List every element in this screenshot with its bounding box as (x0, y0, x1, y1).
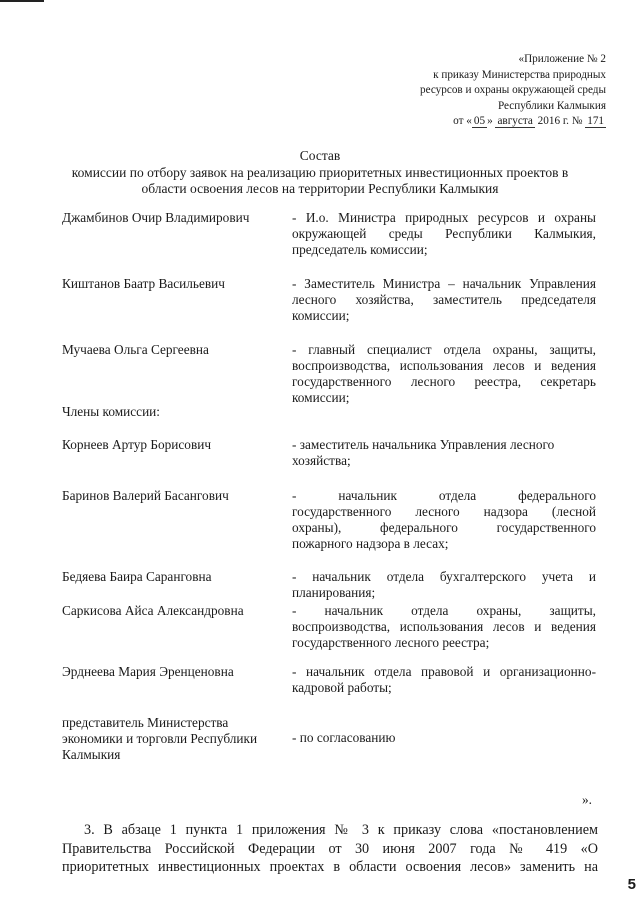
member-role: - начальник отдела бухгалтерского учета и планирования; (292, 569, 596, 600)
annex-line: «Приложение № 2 (518, 53, 606, 65)
closing-quote: ». (582, 792, 592, 807)
annex-month: августа (497, 115, 533, 127)
heading-line: комиссии по отбору заявок на реализацию приоритетных инвестиционных проектов в (71, 164, 569, 180)
annex-day: 05 (473, 115, 486, 127)
member-name: Джамбинов Очир Владимирович (62, 210, 250, 225)
member-role: - главный специалист отдела охраны, защиты, воспроизводства, использования лесов и ведения государственного лесного реестра, секретарь комиссии; (292, 342, 596, 405)
paragraph-line: приоритетных инвестиционных проектах в области освоения лесов» заменить на (62, 859, 598, 875)
member-name: представитель Министерства экономики и торговли Республики Калмыкия (62, 715, 258, 762)
annex-line: ресурсов и охраны окружающей среды (420, 84, 606, 96)
member-name: Эрднеева Мария Эренценовна (62, 664, 234, 679)
members-label: Члены комиссии: (62, 404, 160, 419)
annex-line: к приказу Министерства природных (433, 68, 606, 81)
heading-line: области освоения лесов на территории Республики Калмыкия (141, 181, 499, 196)
member-role: - И.о. Министра природных ресурсов и охраны окружающей среды Республики Калмыкия, председатель комиссии; (292, 210, 596, 257)
member-role: - Заместитель Министра – начальник Управления лесного хозяйства, заместитель председателя комиссии; (292, 276, 596, 323)
member-name: Киштанов Баатр Васильевич (62, 276, 225, 291)
member-name: Баринов Валерий Басангович (62, 488, 229, 503)
document-heading (0, 148, 640, 198)
page-number: 5 (627, 876, 636, 893)
paragraph-line: Правительства Российской Федерации от 30 июня 2007 года № 419 «О (62, 840, 598, 857)
member-name: Мучаева Ольга Сергеевна (62, 342, 209, 357)
member-role: - заместитель начальника Управления лесного хозяйства; (292, 437, 555, 468)
member-role: - начальник отдела федерального государственного лесного надзора (лесной охраны), федерального государственного пожарного надзора в лесах; (292, 488, 596, 551)
top-rule (0, 0, 44, 2)
member-name: Бедяева Баира Саранговна (62, 569, 212, 584)
annex-date: от « 05 » августа 2016 г. № 171 (453, 115, 604, 127)
heading-title: Состав (299, 148, 341, 163)
member-name: Саркисова Айса Александровна (62, 603, 244, 618)
member-role: - начальник отдела охраны, защиты, воспроизводства, использования лесов и ведения государственного лесного реестра; (292, 603, 596, 650)
member-role: - по согласованию (292, 730, 396, 745)
member-role: - начальник отдела правовой и организационно- кадровой работы; (292, 664, 596, 695)
annex-header (420, 52, 606, 130)
body-paragraph (62, 821, 598, 877)
annex-line: Республики Калмыкия (497, 99, 606, 112)
paragraph-line: 3. В абзаце 1 пункта 1 приложения № 3 к приказу слова «постановлением (84, 822, 598, 838)
member-name: Корнеев Артур Борисович (62, 437, 212, 452)
annex-number: 171 (587, 115, 604, 127)
